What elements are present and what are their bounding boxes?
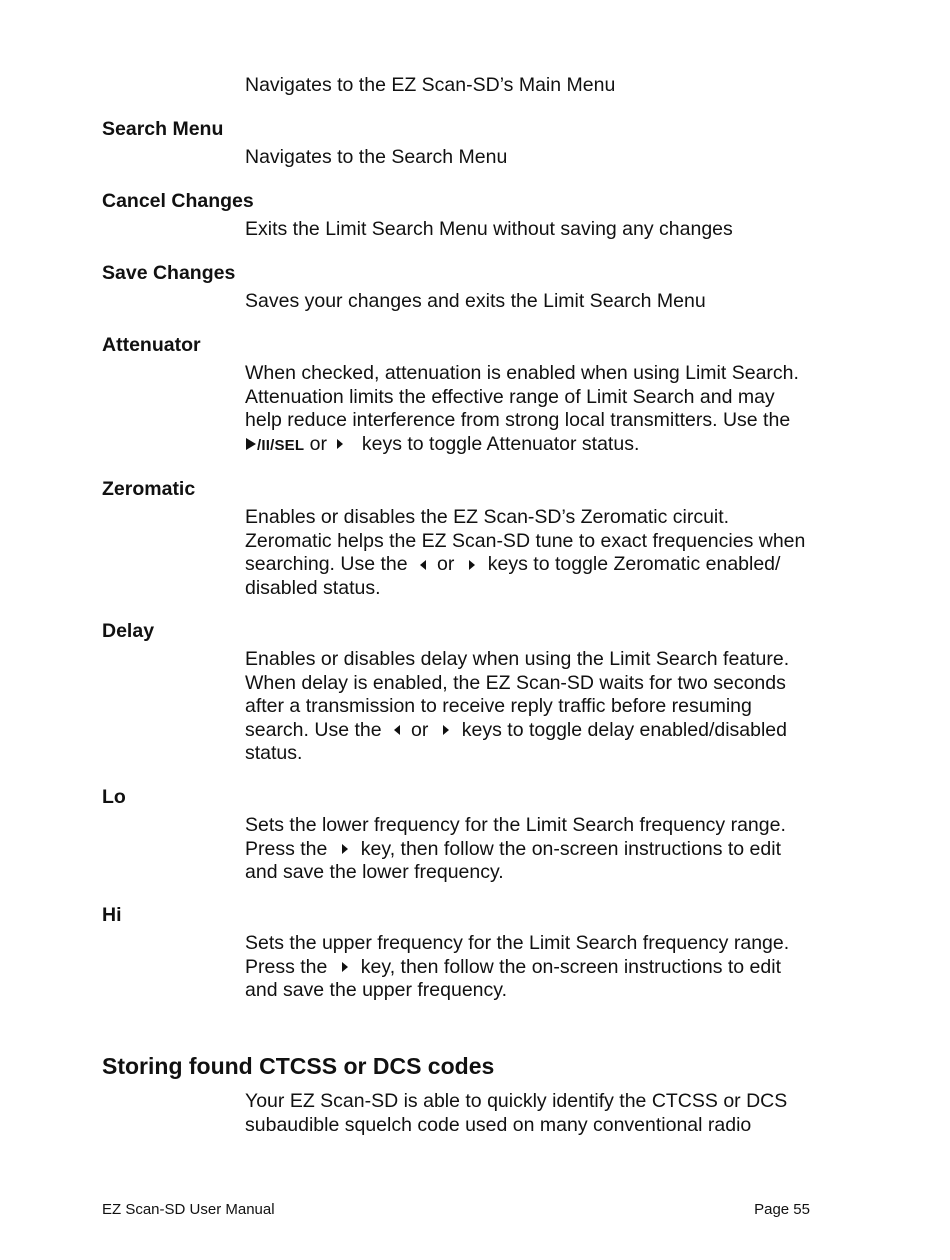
- desc-line: Enables or disables the EZ Scan-SD’s Zeromatic circuit.: [245, 506, 730, 528]
- right-arrow-key-icon: [336, 438, 344, 450]
- key-line-after: keys to toggle delay enabled/disabled: [461, 718, 788, 741]
- or-text: or: [411, 718, 429, 741]
- key-line-after: keys to toggle Attenuator status.: [361, 432, 640, 455]
- desc-zeromatic: [245, 506, 845, 600]
- or-text: or: [309, 432, 328, 455]
- section-line: Your EZ Scan-SD is able to quickly identify the CTCSS or DCS: [245, 1090, 788, 1112]
- desc-line: Sets the upper frequency for the Limit Search frequency range.: [245, 932, 790, 954]
- desc-line: Saves your changes and exits the Limit Search Menu: [245, 290, 706, 312]
- desc-line: disabled status.: [245, 576, 381, 599]
- key-line-after: key, then follow the on-screen instructions to edit: [360, 837, 781, 860]
- desc-line: and save the upper frequency.: [245, 979, 507, 1001]
- term-hi: Hi: [102, 904, 122, 926]
- desc-hi: [245, 932, 845, 1003]
- section-body: [245, 1090, 845, 1137]
- section-line: subaudible squelch code used on many conventional radio: [245, 1113, 752, 1136]
- desc-line: Attenuation limits the effective range of Limit Search and may: [245, 385, 775, 408]
- term-delay: Delay: [102, 620, 155, 642]
- desc-key-line: [245, 433, 845, 458]
- desc-line: and save the lower frequency.: [245, 861, 504, 883]
- key-line-before: Press the: [245, 837, 328, 860]
- desc-key-line: [245, 838, 845, 862]
- desc-key-line: [245, 553, 845, 577]
- desc-line: Sets the lower frequency for the Limit Search frequency range.: [245, 814, 786, 836]
- section-heading: Storing found CTCSS or DCS codes: [102, 1053, 495, 1079]
- key-line-after: keys to toggle Zeromatic enabled/: [487, 553, 781, 575]
- key-line-before: Press the: [245, 955, 328, 978]
- or-text: or: [437, 553, 455, 575]
- footer-page-number: Page 55: [754, 1201, 810, 1218]
- desc-line: status.: [245, 742, 303, 764]
- key-line-after: key, then follow the on-screen instructions to edit: [360, 955, 781, 978]
- left-arrow-key-icon: [419, 559, 427, 571]
- right-arrow-key-icon: [341, 843, 349, 855]
- desc-delay: [245, 648, 845, 766]
- desc-save-changes: [245, 290, 845, 314]
- key-line-before: searching. Use the: [245, 553, 408, 575]
- desc-line: Navigates to the Search Menu: [245, 146, 508, 168]
- desc-key-line: [245, 719, 845, 743]
- footer-manual-title: EZ Scan-SD User Manual: [102, 1201, 275, 1218]
- desc-lo: [245, 814, 845, 885]
- right-arrow-key-icon: [341, 961, 349, 973]
- main-menu-description: Navigates to the EZ Scan-SD’s Main Menu: [245, 74, 616, 96]
- term-cancel-changes: Cancel Changes: [102, 190, 254, 212]
- play-key-icon: [245, 437, 257, 451]
- desc-line: Exits the Limit Search Menu without saving any changes: [245, 218, 733, 240]
- desc-key-line: [245, 956, 845, 980]
- desc-attenuator: [245, 362, 845, 457]
- term-save-changes: Save Changes: [102, 262, 236, 284]
- term-zeromatic: Zeromatic: [102, 478, 196, 500]
- desc-line: help reduce interference from strong local transmitters. Use the: [245, 409, 791, 431]
- term-lo: Lo: [102, 786, 126, 808]
- term-attenuator: Attenuator: [102, 334, 201, 356]
- term-search-menu: Search Menu: [102, 118, 224, 140]
- desc-line: Zeromatic helps the EZ Scan-SD tune to exact frequencies when: [245, 529, 806, 552]
- desc-search-menu: [245, 146, 845, 170]
- desc-line: When delay is enabled, the EZ Scan-SD waits for two seconds: [245, 671, 786, 694]
- right-arrow-key-icon: [442, 724, 450, 736]
- desc-line: When checked, attenuation is enabled when using Limit Search.: [245, 362, 799, 384]
- play-pause-select-key-label: /II/SEL: [257, 436, 305, 454]
- desc-cancel-changes: [245, 218, 845, 242]
- right-arrow-key-icon: [468, 559, 476, 571]
- left-arrow-key-icon: [393, 724, 401, 736]
- key-line-before: search. Use the: [245, 718, 382, 741]
- desc-line: after a transmission to receive reply traffic before resuming: [245, 695, 752, 717]
- desc-line: Enables or disables delay when using the Limit Search feature.: [245, 648, 790, 670]
